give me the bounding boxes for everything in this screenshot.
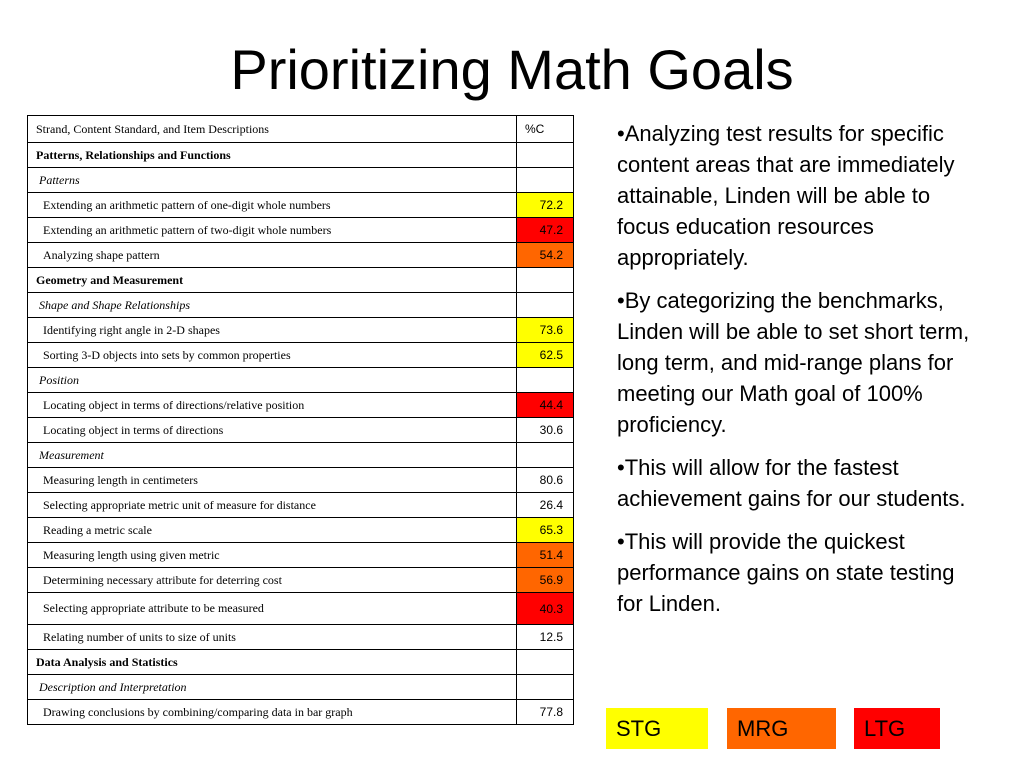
row-description: Sorting 3-D objects into sets by common properties	[28, 343, 517, 368]
table-row	[28, 625, 574, 650]
bullet-item: •This will provide the quickest performance gains on state testing for Linden.	[617, 529, 955, 616]
bullet-item: •Analyzing test results for specific content areas that are immediately attainable, Linden will be able to focus education resources appropriately.	[617, 121, 955, 270]
table-row	[28, 193, 574, 218]
row-percent-correct: 51.4	[517, 543, 574, 568]
row-percent-correct	[517, 650, 574, 675]
row-description: Extending an arithmetic pattern of two-digit whole numbers	[28, 218, 517, 243]
row-percent-correct: 65.3	[517, 518, 574, 543]
row-percent-correct: 77.8	[517, 700, 574, 725]
row-description: Patterns	[28, 168, 517, 193]
row-description: Selecting appropriate attribute to be measured	[28, 593, 517, 625]
row-description: Relating number of units to size of units	[28, 625, 517, 650]
table-row	[28, 268, 574, 293]
table-row	[28, 368, 574, 393]
row-description: Shape and Shape Relationships	[28, 293, 517, 318]
table-header-row	[28, 116, 574, 143]
row-description: Geometry and Measurement	[28, 268, 517, 293]
row-description: Analyzing shape pattern	[28, 243, 517, 268]
row-percent-correct	[517, 143, 574, 168]
table-row	[28, 675, 574, 700]
table-row	[28, 418, 574, 443]
table-row	[28, 700, 574, 725]
row-percent-correct	[517, 675, 574, 700]
row-description: Measuring length in centimeters	[28, 468, 517, 493]
table-row	[28, 518, 574, 543]
table-row	[28, 143, 574, 168]
row-description: Patterns, Relationships and Functions	[28, 143, 517, 168]
table-row	[28, 318, 574, 343]
row-percent-correct: 12.5	[517, 625, 574, 650]
row-percent-correct: 26.4	[517, 493, 574, 518]
row-percent-correct: 47.2	[517, 218, 574, 243]
row-percent-correct: 72.2	[517, 193, 574, 218]
row-description: Reading a metric scale	[28, 518, 517, 543]
page-title: Prioritizing Math Goals	[230, 38, 794, 101]
row-percent-correct	[517, 368, 574, 393]
row-percent-correct: 40.3	[517, 593, 574, 625]
row-description: Measurement	[28, 443, 517, 468]
table-row	[28, 593, 574, 625]
row-percent-correct	[517, 293, 574, 318]
row-description: Description and Interpretation	[28, 675, 517, 700]
row-percent-correct: 44.4	[517, 393, 574, 418]
row-percent-correct: 62.5	[517, 343, 574, 368]
row-percent-correct: 30.6	[517, 418, 574, 443]
bullet-item: •This will allow for the fastest achievement gains for our students.	[617, 455, 966, 511]
row-description: Position	[28, 368, 517, 393]
row-percent-correct: 54.2	[517, 243, 574, 268]
table-row	[28, 293, 574, 318]
row-description: Measuring length using given metric	[28, 543, 517, 568]
header-percent-correct: %C	[517, 116, 574, 143]
table-row	[28, 568, 574, 593]
table-row	[28, 468, 574, 493]
legend-mrg: MRG	[727, 708, 836, 749]
row-description: Drawing conclusions by combining/comparing data in bar graph	[28, 700, 517, 725]
table-row	[28, 650, 574, 675]
row-description: Locating object in terms of directions/relative position	[28, 393, 517, 418]
bullet-item: •By categorizing the benchmarks, Linden will be able to set short term, long term, and mid-range plans for meeting our Math goal of 100% proficiency.	[617, 288, 970, 437]
table-row	[28, 168, 574, 193]
row-description: Identifying right angle in 2-D shapes	[28, 318, 517, 343]
row-percent-correct	[517, 168, 574, 193]
row-percent-correct	[517, 443, 574, 468]
table-row	[28, 218, 574, 243]
table-row	[28, 493, 574, 518]
row-percent-correct: 80.6	[517, 468, 574, 493]
table-row	[28, 443, 574, 468]
table-row	[28, 343, 574, 368]
row-percent-correct: 73.6	[517, 318, 574, 343]
row-description: Data Analysis and Statistics	[28, 650, 517, 675]
bullet-list	[617, 118, 977, 631]
row-percent-correct: 56.9	[517, 568, 574, 593]
table-row	[28, 393, 574, 418]
row-percent-correct	[517, 268, 574, 293]
row-description: Selecting appropriate metric unit of measure for distance	[28, 493, 517, 518]
row-description: Extending an arithmetic pattern of one-digit whole numbers	[28, 193, 517, 218]
row-description: Locating object in terms of directions	[28, 418, 517, 443]
header-description: Strand, Content Standard, and Item Descriptions	[28, 116, 517, 143]
legend-stg: STG	[606, 708, 708, 749]
table-row	[28, 543, 574, 568]
legend-ltg: LTG	[854, 708, 940, 749]
benchmark-table	[27, 115, 574, 725]
table-row	[28, 243, 574, 268]
row-description: Determining necessary attribute for deterring cost	[28, 568, 517, 593]
